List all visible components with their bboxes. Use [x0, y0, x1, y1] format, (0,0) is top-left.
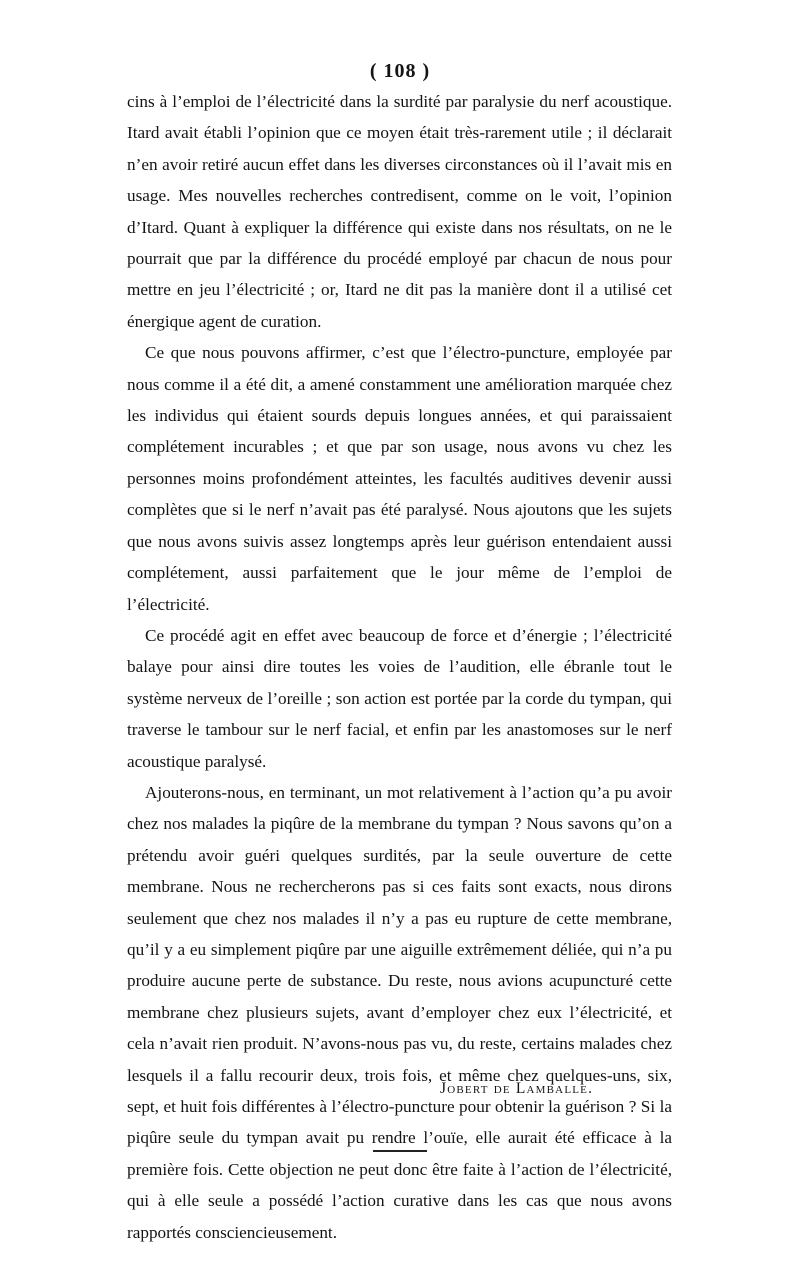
page-number: ( 108 ) — [369, 60, 431, 82]
paragraph-2: Ce que nous pouvons affirmer, c’est que l’électro-puncture, employée par nous comme il a été dit, a amené constamment une amélioration marquée chez les individus qui étaient sourds depuis longues années, et qui paraissaient complétement incurables ; et que par son usage, nous avons vu chez les personnes moins profondément atteintes, les facultés auditives devenir aussi complètes que si le nerf n’avait pas été paralysé. Nous ajoutons que les sujets que nous avons suivis assez longtemps après leur guérison entendaient aussi complétement, aussi parfaitement que le jour même de l’emploi de l’électricité. — [127, 343, 672, 614]
paragraph-1: cins à l’emploi de l’électricité dans la surdité par paralysie du nerf acoustique. Itard avait établi l’opinion que ce moyen était très-rarement utile ; il déclarait n’en avoir retiré aucun effet dans les diverses circonstances où il l’avait mis en usage. Mes nouvelles recherches contredisent, comme on le voit, l’opinion d’Itard. Quant à expliquer la différence qui existe dans nos résultats, on ne le pourrait que par la différence du procédé employé par chacun de nous pour mettre en jeu l’électricité ; or, Itard ne dit pas la manière dont il a utilisé cet énergique agent de curation. — [127, 92, 672, 331]
body-text — [127, 86, 672, 1248]
author-signature: Jobert de Lamballe. — [440, 1080, 594, 1097]
closing-rule — [373, 1150, 427, 1152]
paragraph-4: Ajouterons-nous, en terminant, un mot relativement à l’action qu’a pu avoir chez nos malades la piqûre de la membrane du tympan ? Nous savons qu’on a prétendu avoir guéri quelques surdités, par la seule ouverture de cette membrane. Nous ne rechercherons pas si ces faits sont exacts, nous dirons seulement que chez nos malades il n’y a pas eu rupture de cette membrane, qu’il y a eu simplement piqûre par une aiguille extrêmement déliée, qui n’a pu produire aucune perte de substance. Du reste, nous avions acupuncturé cette membrane chez plusieurs sujets, avant d’employer chez eux l’électricité, et cela n’avait rien produit. N’avons-nous pas vu, du reste, certains malades chez lesquels il a fallu recourir deux, trois fois, et même chez quelques-uns, six, sept, et huit fois différentes à l’électro-puncture pour obtenir la guérison ? Si la piqûre seule du tympan avait pu rendre l’ouïe, elle aurait été efficace à la première fois. Cette objection ne peut donc être faite à l’action de l’électricité, qui à elle seule a possédé l’action curative dans les cas que nous avons rapportés consciencieusement. — [127, 782, 672, 1242]
paragraph-3: Ce procédé agit en effet avec beaucoup de force et d’énergie ; l’électricité balaye pour ainsi dire toutes les voies de l’audition, elle ébranle tout le système nerveux de l’oreille ; son action est portée par la corde du tympan, qui traverse le tambour sur le nerf facial, et enfin par les anastomoses sur le nerf acoustique paralysé. — [127, 625, 672, 771]
